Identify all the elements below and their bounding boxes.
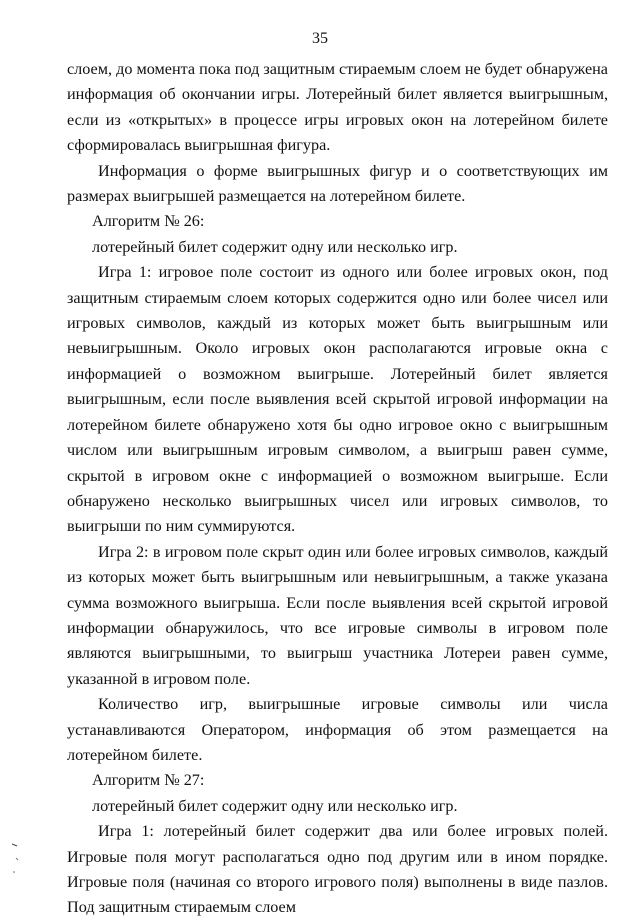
- heading-algorithm-27: Алгоритм № 27:: [92, 771, 205, 790]
- paragraph-alg26-game-2: Игра 2: в игровом поле скрыт один или более игровых символов, каждый из которых может быть выигрышным или невыигрышным, а также указана сумма возможного выигрыша. Если после выявления всей скрытой игровой информации обнаружилось, что все игровые символы в игровом поле являются выигрышными, то выигрыш участника Лотереи равен сумме, указанной в игровом поле.: [67, 542, 608, 688]
- paragraph-algorithm-26-intro: лотерейный билет содержит одну или несколько игр.: [92, 237, 458, 256]
- paragraph-algorithm-27-intro: лотерейный билет содержит одну или несколько игр.: [92, 796, 458, 815]
- page-number: 35: [312, 30, 328, 47]
- paragraph-alg27-game-1: Игра 1: лотерейный билет содержит два или более игровых полей. Игровые поля могут располагаться одно под другим или в ином порядке. Игровые поля (начиная со второго игрового поля) выполнены в виде пазлов. Под защитным стираемым слоем: [67, 822, 608, 917]
- paragraph-games-count: Количество игр, выигрышные игровые символы или числа устанавливаются Оператором, информация об этом размещается на лотерейном билете.: [67, 695, 608, 764]
- paragraph-continuation: слоем, до момента пока под защитным стираемым слоем не будет обнаружена информация об окончании игры. Лотерейный билет является выигрышным, если из «открытых» в процессе игры игровых окон на лотерейном билете сформировалась выигрышная фигура.: [67, 60, 608, 155]
- scan-margin-marks: [10, 840, 22, 890]
- paragraph-alg26-game-1: Игра 1: игровое поле состоит из одного или более игровых окон, под защитным стираемым слоем которых содержится одно или более чисел или игровых символов, каждый из которых может быть выигрышным или невыигрышным. Около игровых окон располагаются игровые окна с информацией о возможном выигрыше. Лотерейный билет является выигрышным, если после выявления всей скрытой игровой информации на лотерейном билете обнаружено хотя бы одно игровое окно с выигрышным числом или выигрышным игровым символом, а выигрыш равен сумме, скрытой в игровом окне с информацией о возможном выигрыше. Если обнаружено несколько выигрышных чисел или игровых символов, то выигрыши по ним суммируются.: [67, 263, 608, 536]
- document-body: [67, 57, 608, 921]
- paragraph-winning-figures-info: Информация о форме выигрышных фигур и о соответствующих им размерах выигрышей размещается на лотерейном билете.: [67, 161, 608, 206]
- heading-algorithm-26: Алгоритм № 26:: [92, 212, 205, 231]
